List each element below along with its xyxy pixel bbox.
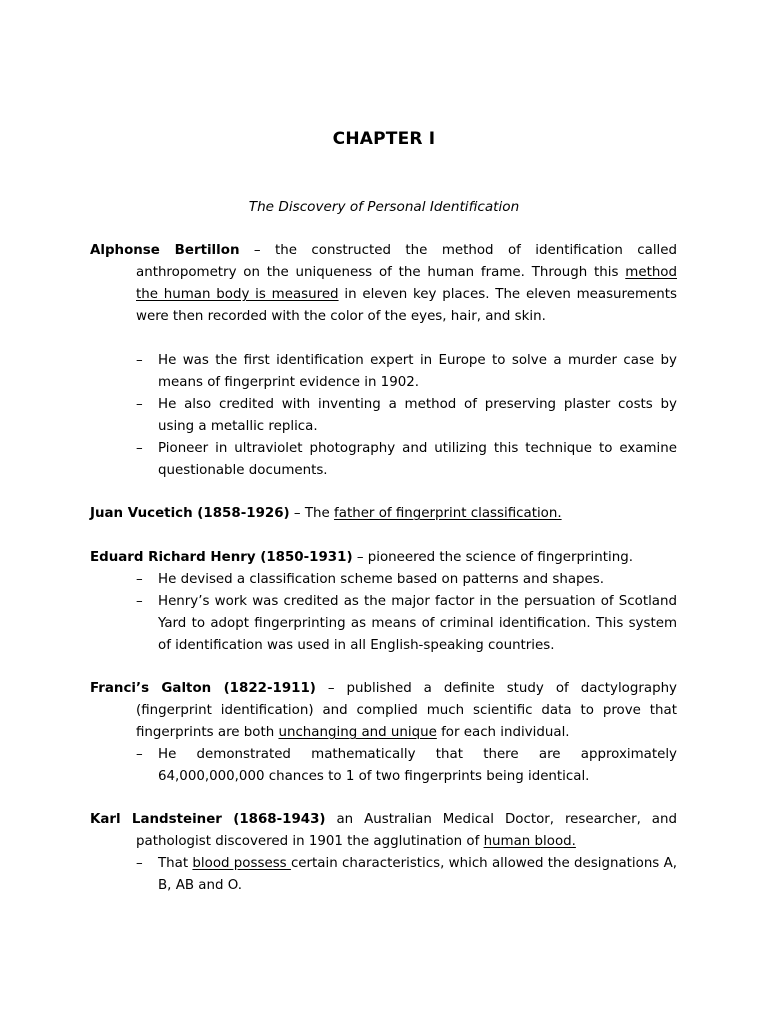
dash-bullet: –	[136, 353, 143, 368]
underlined-text: blood possess	[192, 856, 291, 871]
entry-galton	[90, 678, 677, 788]
person-name: Juan Vucetich (1858-1926)	[90, 506, 290, 521]
entry-bertillon	[90, 240, 677, 482]
entry-henry	[90, 547, 677, 657]
entry-galton-paragraph	[90, 678, 677, 744]
list-item	[90, 744, 677, 788]
bullet-text: He also credited with inventing a method of preserving plaster costs by using a metallic replica.	[158, 397, 677, 434]
list-item	[90, 591, 677, 657]
underlined-text: father of fingerprint classification.	[334, 506, 562, 521]
entry-text: – the constructed the method of identification called anthropometry on the uniqueness of the human frame. Through this	[136, 243, 677, 280]
section-subtitle: The Discovery of Personal Identification	[248, 199, 520, 215]
bullet-text: He devised a classification scheme based on patterns and shapes.	[158, 572, 604, 587]
entry-text: for each individual.	[436, 725, 570, 740]
entry-landsteiner-paragraph	[90, 809, 677, 853]
person-name: Karl Landsteiner (1868-1943)	[90, 812, 326, 827]
entry-text: – published a definite study of dactylography (fingerprint identification) and complied much scientific data to prove that fingerprints are both	[136, 681, 677, 740]
bullet-list	[90, 350, 677, 482]
dash-bullet: –	[136, 397, 143, 412]
dash-bullet: –	[136, 856, 143, 871]
person-name: Eduard Richard Henry (1850-1931)	[90, 550, 353, 565]
bullet-list	[90, 569, 677, 657]
entry-bertillon-paragraph	[90, 240, 677, 328]
bullet-text: He was the first identification expert in Europe to solve a murder case by means of fingerprint evidence in 1902.	[158, 353, 677, 390]
bullet-list	[90, 853, 677, 897]
entry-text: – pioneered the science of fingerprinting.	[352, 550, 633, 565]
entry-vucetich	[90, 503, 677, 525]
list-item	[90, 438, 677, 482]
chapter-title: CHAPTER I	[332, 129, 436, 149]
dash-bullet: –	[136, 441, 143, 456]
person-name: Alphonse Bertillon	[90, 243, 240, 258]
list-item	[90, 350, 677, 394]
entry-text: an Australian Medical Doctor, researcher, and pathologist discovered in 1901 the agglutination of	[136, 812, 677, 849]
entry-text: – The	[289, 506, 335, 521]
underlined-text: method the human body is measured	[136, 265, 677, 302]
list-item	[90, 394, 677, 438]
bullet-text: Henry’s work was credited as the major factor in the persuation of Scotland Yard to adopt fingerprinting as means of criminal identification. This system of identification was used in all English-speaking countries.	[158, 594, 677, 653]
bullet-text: Pioneer in ultraviolet photography and utilizing this technique to examine questionable documents.	[158, 441, 677, 478]
dash-bullet: –	[136, 594, 143, 609]
entry-henry-paragraph	[90, 547, 677, 569]
bullet-text: He demonstrated mathematically that there are approximately 64,000,000,000 chances to 1 of two fingerprints being identical.	[158, 747, 677, 784]
entry-vucetich-paragraph	[90, 503, 677, 525]
dash-bullet: –	[136, 747, 143, 762]
person-name: Franci’s Galton (1822-1911)	[90, 681, 316, 696]
entry-landsteiner	[90, 809, 677, 897]
list-item	[90, 853, 677, 897]
dash-bullet: –	[136, 572, 143, 587]
bullet-text: That	[158, 856, 193, 871]
entry-text: in eleven key places. The eleven measurements were then recorded with the color of the eyes, hair, and skin.	[136, 287, 677, 324]
underlined-text: human blood.	[483, 834, 576, 849]
bullet-text: certain characteristics, which allowed the designations A, B, AB and O.	[158, 856, 677, 893]
list-item	[90, 569, 677, 591]
underlined-text: unchanging and unique	[278, 725, 437, 740]
bullet-list	[90, 744, 677, 788]
